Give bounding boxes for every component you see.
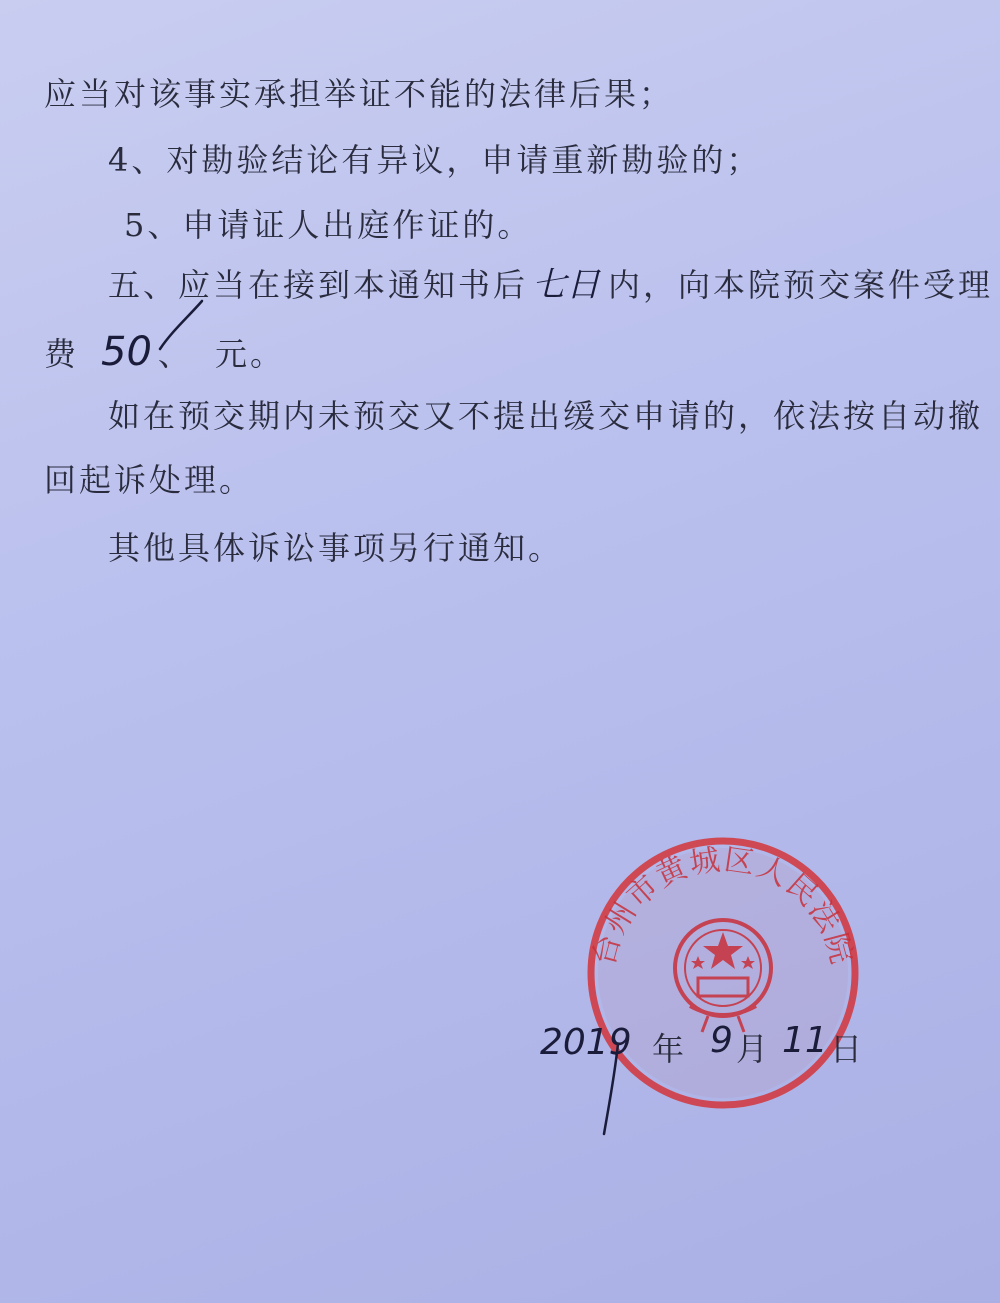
closing-line: 其他具体诉讼事项另行通知。 xyxy=(108,529,564,567)
date-month-label: 月 xyxy=(736,1030,769,1068)
doc-line-1: 应当对该事实承担举证不能的法律后果； xyxy=(44,75,675,113)
withdraw-line-2: 回起诉处理。 xyxy=(44,461,255,499)
handwritten-days: 七日 xyxy=(532,265,601,305)
fee-deadline-suffix: 内，向本院预交案件受理 xyxy=(608,266,994,304)
fee-amount-prefix: 费 xyxy=(44,335,80,373)
date-month-handwritten: 9 xyxy=(710,1020,733,1061)
seal-text: 台州市黄城区人民法院 xyxy=(586,842,860,970)
fee-deadline-prefix: 五、应当在接到本通知书后 xyxy=(108,266,529,304)
doc-line-item-4: 4、对勘验结论有异议，申请重新勘验的； xyxy=(108,141,762,179)
date-day-label: 日 xyxy=(830,1030,863,1068)
date-line xyxy=(540,1022,880,1070)
date-day-handwritten: 11 xyxy=(782,1020,828,1061)
fee-deadline-line xyxy=(108,265,993,305)
handwritten-tail-stroke xyxy=(592,1040,632,1140)
doc-line-item-5: 5、申请证人出庭作证的。 xyxy=(124,206,533,244)
fee-amount-suffix: 元。 xyxy=(214,335,285,373)
handwritten-amount: 50 xyxy=(101,329,152,375)
date-year-label: 年 xyxy=(652,1030,685,1068)
withdraw-line-1: 如在预交期内未预交又不提出缓交申请的，依法按自动撤 xyxy=(108,397,984,435)
date-year-handwritten: 2019 xyxy=(540,1022,632,1063)
fee-amount-line: 费 50 、 元。 xyxy=(44,329,285,375)
